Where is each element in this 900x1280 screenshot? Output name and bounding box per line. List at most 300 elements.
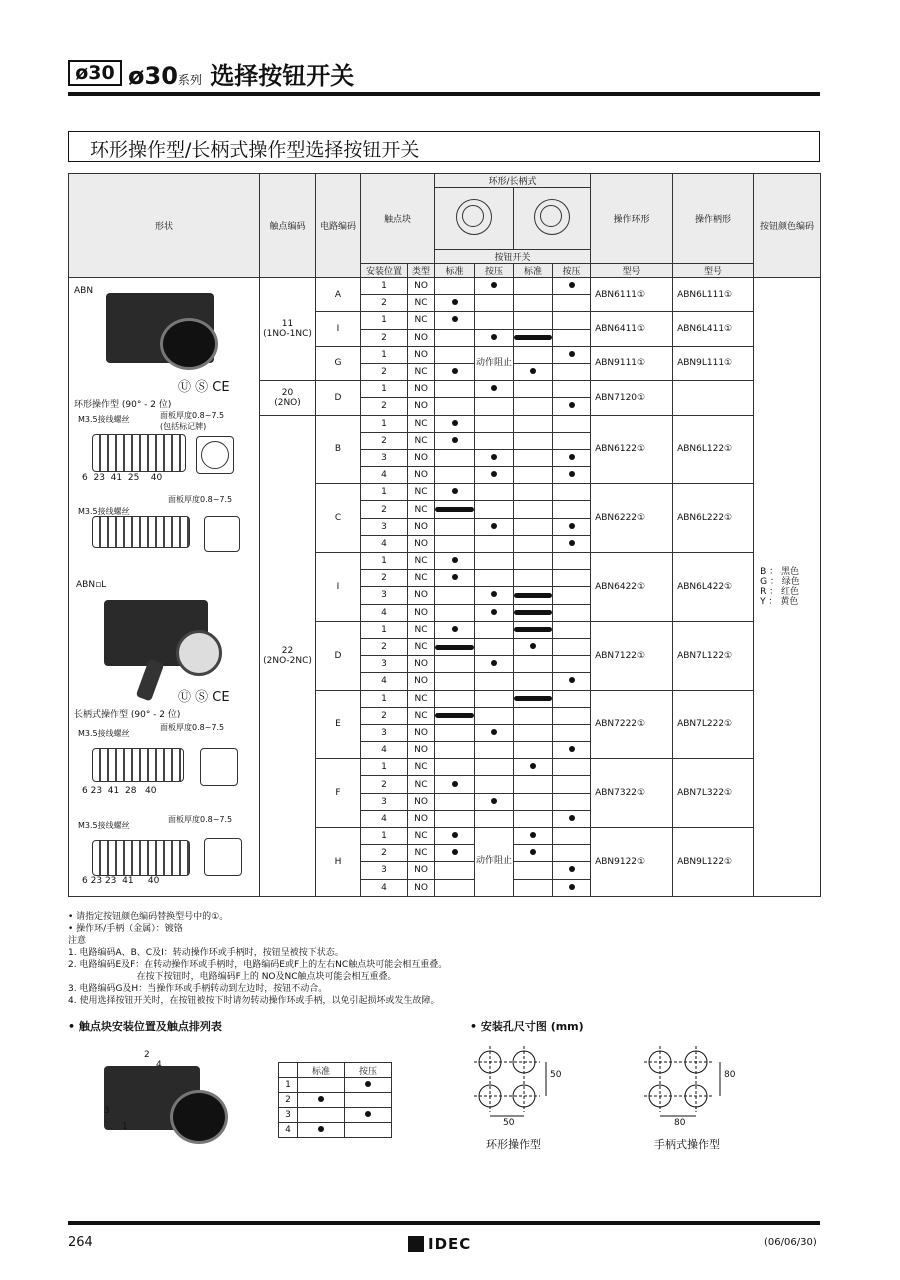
contact-code: 22	[281, 645, 294, 656]
contact-mark	[553, 707, 591, 724]
contact-mark	[514, 707, 553, 724]
contact-arrangement-table	[278, 1062, 392, 1138]
contact-mark	[514, 432, 553, 449]
contact-mark	[514, 759, 553, 776]
contact-bar	[435, 645, 474, 650]
contact-dot	[569, 815, 575, 821]
header-color-code: 按钮颜色编码	[754, 174, 821, 278]
contact-dot	[530, 763, 536, 769]
lever-model-number: ABN9L111①	[673, 346, 754, 380]
shape-abnl-label: ABN▫L	[76, 580, 107, 590]
contact-mark	[553, 415, 591, 432]
abn-button-photo	[160, 318, 218, 370]
contact-dot	[491, 798, 497, 804]
contact-mark	[475, 638, 514, 655]
ring-model-number: ABN6111①	[591, 278, 673, 312]
mount-position: 2	[361, 329, 408, 346]
contact-mark	[435, 604, 475, 621]
mount-position: 1	[361, 690, 408, 707]
mount-position: 2	[361, 570, 408, 587]
contact-mark	[553, 742, 591, 759]
small-row-2: 2	[279, 1093, 298, 1108]
ring-hole-dim-x: 50	[503, 1118, 515, 1128]
contact-mark	[435, 638, 475, 655]
circuit-code: E	[316, 690, 361, 759]
mount-position: 1	[361, 759, 408, 776]
contact-mark	[475, 553, 514, 570]
contact-mark	[553, 484, 591, 501]
contact-mark	[475, 278, 514, 295]
contact-mark	[514, 742, 553, 759]
contact-dot	[491, 334, 497, 340]
circuit-code: I	[316, 312, 361, 346]
mount-position: 2	[361, 638, 408, 655]
ring-dims: 6 23 41 25 40	[82, 473, 163, 483]
ring-panel-label-2: (包括标记牌)	[160, 422, 207, 431]
contact-mark	[475, 535, 514, 552]
contact-type: NO	[408, 604, 435, 621]
header-std-2: 标准	[514, 264, 553, 278]
contact-type: NC	[408, 845, 435, 862]
ring-hole-dim-y: 50	[550, 1070, 562, 1080]
contact-mark	[475, 501, 514, 518]
contact-dot	[569, 351, 575, 357]
contact-mark	[514, 484, 553, 501]
contact-mark	[553, 604, 591, 621]
contact-mark	[553, 759, 591, 776]
mount-position: 1	[361, 828, 408, 845]
contact-mark	[475, 690, 514, 707]
footer-date: (06/06/30)	[764, 1237, 817, 1248]
ring-model-number: ABN6422①	[591, 553, 673, 622]
contact-dot	[452, 781, 458, 787]
contact-mark	[514, 604, 553, 621]
mount-position: 1	[361, 621, 408, 638]
mount-hole-title: • 安装孔尺寸图 (mm)	[470, 1020, 584, 1033]
brand-mark-icon	[408, 1236, 424, 1252]
contact-mark	[553, 501, 591, 518]
contact-mark	[514, 793, 553, 810]
mount-position: 4	[361, 742, 408, 759]
contact-mark	[435, 553, 475, 570]
contact-mark	[435, 759, 475, 776]
lever-hole-label: 手柄式操作型	[654, 1138, 720, 1151]
abnl-button-photo	[176, 630, 222, 676]
mount-position: 2	[361, 432, 408, 449]
lever-model-number: ABN9L122①	[673, 828, 754, 897]
small-table-push: 按压	[345, 1063, 392, 1078]
contact-mark	[475, 484, 514, 501]
contact-dot	[569, 523, 575, 529]
circuit-code: D	[316, 621, 361, 690]
mount-position: 3	[361, 449, 408, 466]
contact-dot	[530, 368, 536, 374]
ring-type-label: 环形操作型 (90° - 2 位)	[74, 400, 172, 410]
contact-mark	[514, 845, 553, 862]
mount-position: 1	[361, 312, 408, 329]
contact-dot	[569, 746, 575, 752]
lever2-panel-label: 面板厚度0.8~7.5	[168, 815, 233, 824]
ring-dial-cell	[435, 188, 514, 250]
contact-dot	[491, 454, 497, 460]
contact-mark	[514, 312, 553, 329]
mount-position: 4	[361, 879, 408, 896]
contact-code: 20	[281, 387, 294, 398]
lever-dims: 6 23 41 28 40	[82, 786, 157, 796]
contact-mark	[514, 673, 553, 690]
contact-code-cell	[260, 278, 316, 381]
contact-type: NC	[408, 759, 435, 776]
header-rule	[68, 92, 820, 96]
color-code-item: G ： 绿色	[760, 576, 800, 587]
circuit-code: D	[316, 381, 361, 415]
contact-dot	[569, 454, 575, 460]
contact-mark	[514, 690, 553, 707]
contact-mark	[553, 862, 591, 879]
contact-code-detail: (2NO)	[274, 397, 301, 408]
contact-type: NO	[408, 346, 435, 363]
circuit-code: I	[316, 553, 361, 622]
contact-type: NC	[408, 690, 435, 707]
contact-dot	[569, 884, 575, 890]
contact-type: NC	[408, 484, 435, 501]
mount-position: 4	[361, 673, 408, 690]
series-badge: ø30	[68, 60, 122, 86]
lever2-screw-label: M3.5接线螺丝	[78, 821, 130, 830]
contact-mark	[475, 432, 514, 449]
contact-mark	[475, 312, 514, 329]
title-main: ø30	[128, 62, 178, 90]
contact-type: NC	[408, 432, 435, 449]
contact-mark	[514, 656, 553, 673]
contact-mark	[514, 570, 553, 587]
contact-type: NO	[408, 467, 435, 484]
contact-type: NC	[408, 501, 435, 518]
header-position: 安装位置	[361, 264, 408, 278]
contact-code-cell	[260, 381, 316, 415]
contact-mark	[514, 518, 553, 535]
contact-mark	[475, 776, 514, 793]
ring2-panel-label: 面板厚度0.8~7.5	[168, 495, 233, 504]
contact-mark	[553, 363, 591, 380]
mount-position: 2	[361, 845, 408, 862]
shape-abn-label: ABN	[74, 286, 94, 296]
mount-position: 3	[361, 656, 408, 673]
contact-mark	[435, 363, 475, 380]
contact-mark	[514, 810, 553, 827]
contact-type: NC	[408, 363, 435, 380]
contact-dot	[530, 643, 536, 649]
lever2-dimension-drawing	[92, 840, 190, 876]
contact-dot	[569, 471, 575, 477]
contact-mark	[514, 295, 553, 312]
contact-type: NC	[408, 638, 435, 655]
contact-mark	[553, 518, 591, 535]
lever-model-number: ABN6L111①	[673, 278, 754, 312]
ring-model-number: ABN7222①	[591, 690, 673, 759]
pos-label-2: 2	[144, 1050, 150, 1060]
contact-mark	[435, 278, 475, 295]
contact-type: NC	[408, 621, 435, 638]
circuit-code: H	[316, 828, 361, 897]
contact-mark	[475, 707, 514, 724]
mount-position: 1	[361, 553, 408, 570]
contact-mark	[435, 381, 475, 398]
contact-mark	[553, 278, 591, 295]
contact-mark	[435, 742, 475, 759]
contact-mark	[435, 879, 475, 896]
contact-type: NO	[408, 398, 435, 415]
pos-label-1: 1	[122, 1122, 128, 1132]
contact-mark	[435, 398, 475, 415]
contact-type: NC	[408, 312, 435, 329]
lever-panel-label: 面板厚度0.8~7.5	[160, 723, 225, 732]
contact-type: NC	[408, 570, 435, 587]
contact-dot	[530, 832, 536, 838]
color-code-item: R ： 红色	[760, 586, 800, 597]
lever-model-number: ABN7L322①	[673, 759, 754, 828]
contact-dot	[452, 626, 458, 632]
contact-mark	[475, 295, 514, 312]
contact-mark	[514, 363, 553, 380]
small-row-1: 1	[279, 1078, 298, 1093]
contact-mark	[475, 467, 514, 484]
contact-mark	[514, 535, 553, 552]
lever-screw-label: M3.5接线螺丝	[78, 729, 130, 738]
contact-mark	[553, 828, 591, 845]
mount-position: 1	[361, 415, 408, 432]
contact-bar	[435, 713, 474, 718]
header-push-2: 按压	[553, 264, 591, 278]
contact-bar	[514, 610, 552, 615]
contact-mark	[435, 845, 475, 862]
contact-type: NO	[408, 862, 435, 879]
contact-dot	[452, 557, 458, 563]
mount-position: 3	[361, 724, 408, 741]
contact-type: NC	[408, 415, 435, 432]
contact-mark	[435, 346, 475, 363]
ring-dimension-drawing	[92, 434, 186, 472]
contact-dot	[569, 540, 575, 546]
lever-front-view	[200, 748, 238, 786]
contact-mark	[553, 587, 591, 604]
circuit-code: A	[316, 278, 361, 312]
contact-dot	[452, 849, 458, 855]
header-contact-block: 触点块	[361, 174, 435, 264]
contact-mark	[553, 467, 591, 484]
contact-type: NO	[408, 724, 435, 741]
ring-model-number: ABN6411①	[591, 312, 673, 346]
contact-arrangement-title: • 触点块安装位置及触点排列表	[68, 1020, 222, 1033]
contact-type: NO	[408, 742, 435, 759]
lever2-front-view	[204, 838, 242, 876]
contact-mark	[435, 329, 475, 346]
contact-mark	[514, 278, 553, 295]
contact-mark	[435, 724, 475, 741]
contact-mark	[475, 673, 514, 690]
lever-model-number: ABN7L122①	[673, 621, 754, 690]
contact-type: NO	[408, 656, 435, 673]
mount-position: 2	[361, 295, 408, 312]
contact-mark	[514, 828, 553, 845]
cert-marks-2: Ⓤ Ⓢ CE	[178, 690, 230, 705]
contact-mark	[514, 879, 553, 896]
contact-mark	[435, 415, 475, 432]
contact-mark	[435, 467, 475, 484]
contact-bar	[514, 627, 552, 632]
contact-mark	[435, 484, 475, 501]
contact-mark	[553, 793, 591, 810]
ring2-front-view	[204, 516, 240, 552]
contact-mark	[553, 346, 591, 363]
lever-model-number: ABN6L411①	[673, 312, 754, 346]
circuit-code: F	[316, 759, 361, 828]
header-shape: 形状	[69, 174, 260, 278]
contact-dot	[491, 282, 497, 288]
contact-mark	[435, 862, 475, 879]
contact-code: 11	[281, 319, 294, 330]
mount-position: 1	[361, 484, 408, 501]
contact-type: NO	[408, 793, 435, 810]
lever-dial-icon	[534, 199, 570, 235]
small-table-std: 标准	[298, 1063, 345, 1078]
header-std-1: 标准	[435, 264, 475, 278]
contact-dot	[569, 866, 575, 872]
contact-dot	[491, 609, 497, 615]
contact-type: NO	[408, 329, 435, 346]
contact-mark	[553, 690, 591, 707]
contact-type: NC	[408, 295, 435, 312]
color-code-item: Y ： 黄色	[760, 596, 799, 607]
footer-rule	[68, 1221, 820, 1225]
ring-model-number: ABN9122①	[591, 828, 673, 897]
contact-mark	[475, 742, 514, 759]
contact-mark	[514, 415, 553, 432]
mount-position: 4	[361, 467, 408, 484]
section-title: 环形操作型/长柄式操作型选择按钮开关	[90, 139, 420, 161]
circuit-code: G	[316, 346, 361, 380]
header-model-1: 型号	[591, 264, 673, 278]
page-number: 264	[68, 1235, 93, 1250]
contact-mark	[475, 810, 514, 827]
contact-mark	[553, 776, 591, 793]
contact-bar	[514, 335, 552, 340]
small-row-3: 3	[279, 1108, 298, 1123]
title-series: 系列	[177, 73, 202, 87]
contact-mark	[475, 415, 514, 432]
header-ring-lever: 环形/长柄式	[435, 174, 591, 188]
contact-mark	[553, 638, 591, 655]
pos-label-3: 3	[104, 1106, 110, 1116]
contact-dot	[491, 471, 497, 477]
contact-dot	[452, 488, 458, 494]
lever-dial-cell	[514, 188, 591, 250]
color-code-item: B ： 黑色	[760, 566, 799, 577]
contact-mark	[553, 295, 591, 312]
mount-position: 3	[361, 793, 408, 810]
pos-label-4: 4	[156, 1060, 162, 1070]
contact-mark	[553, 312, 591, 329]
mount-position: 2	[361, 707, 408, 724]
contact-mark	[435, 312, 475, 329]
ring-model-number: ABN7122①	[591, 621, 673, 690]
ring-panel-label: 面板厚度0.8~7.5	[160, 411, 225, 420]
contact-mark	[514, 553, 553, 570]
contact-mark	[475, 587, 514, 604]
contact-type: NO	[408, 278, 435, 295]
contact-mark	[553, 570, 591, 587]
ring-hole-label: 环形操作型	[486, 1138, 541, 1151]
contact-bar	[435, 507, 474, 512]
header-model-2: 型号	[673, 264, 754, 278]
contact-mark	[475, 604, 514, 621]
mount-position: 3	[361, 862, 408, 879]
contact-mark	[475, 381, 514, 398]
contact-dot	[569, 402, 575, 408]
contact-mark	[514, 587, 553, 604]
contact-mark	[435, 621, 475, 638]
lever-model-number: ABN6L122①	[673, 415, 754, 484]
contact-dot	[530, 849, 536, 855]
contact-mark	[435, 587, 475, 604]
ring-model-number: ABN7120①	[591, 381, 673, 415]
contact-mark	[553, 381, 591, 398]
contact-dot	[569, 282, 575, 288]
contact-mark	[435, 432, 475, 449]
mount-position: 2	[361, 363, 408, 380]
circuit-code: B	[316, 415, 361, 484]
contact-mark	[435, 449, 475, 466]
contact-mark	[514, 381, 553, 398]
contact-mark	[475, 656, 514, 673]
contact-mark	[435, 673, 475, 690]
mount-position: 4	[361, 810, 408, 827]
contact-mark	[514, 398, 553, 415]
contact-dot	[491, 660, 497, 666]
contact-type: NC	[408, 776, 435, 793]
contact-type: NO	[408, 381, 435, 398]
contact-mark	[514, 467, 553, 484]
contact-mark	[514, 862, 553, 879]
contact-type: NC	[408, 828, 435, 845]
contact-type: NO	[408, 879, 435, 896]
mount-hole-diagrams	[464, 1040, 774, 1150]
contact-mark	[514, 449, 553, 466]
contact-dot	[452, 832, 458, 838]
circuit-code: C	[316, 484, 361, 553]
contact-mark	[514, 776, 553, 793]
contact-mark	[435, 828, 475, 845]
contact-mark	[435, 690, 475, 707]
notes: • 请指定按钮颜色编码替换型号中的①。 • 操作环/手柄（金属）：镀铬 注意 1. 电路编码A、B、C及I：转动操作环或手柄时，按钮呈被按下状态。 2. 电路编码E及F：在转动操作环或手柄时，电路编码E或F上的左右NC触点块可能会相互重叠。 在按下按钮时，电路编码F上的 NO及NC触点块可能会相互重叠。 3. 电路编码G及H：当操作环或手柄转动到左边时，按钮不动合。 4. 使用选择按钮开关时，在按钮被按下时请勿转动操作环或手柄，以免引起损坏或发生故障。	[68, 912, 448, 1006]
header-circuit-code: 电路编码	[316, 174, 361, 278]
lever-type-label: 长柄式操作型 (90° - 2 位)	[74, 710, 181, 720]
mount-position: 2	[361, 398, 408, 415]
contact-mark	[514, 621, 553, 638]
lever-hole-dim-x: 80	[674, 1118, 686, 1128]
ring-model-number: ABN6122①	[591, 415, 673, 484]
ring-dial-icon	[456, 199, 492, 235]
contact-mark	[553, 553, 591, 570]
contact-mark	[514, 501, 553, 518]
mount-position: 4	[361, 604, 408, 621]
contact-dot	[452, 316, 458, 322]
mount-position: 2	[361, 501, 408, 518]
small-row-4: 4	[279, 1123, 298, 1138]
contact-mark	[553, 621, 591, 638]
contact-mark	[514, 724, 553, 741]
lever-hole-dim-y: 80	[724, 1070, 736, 1080]
